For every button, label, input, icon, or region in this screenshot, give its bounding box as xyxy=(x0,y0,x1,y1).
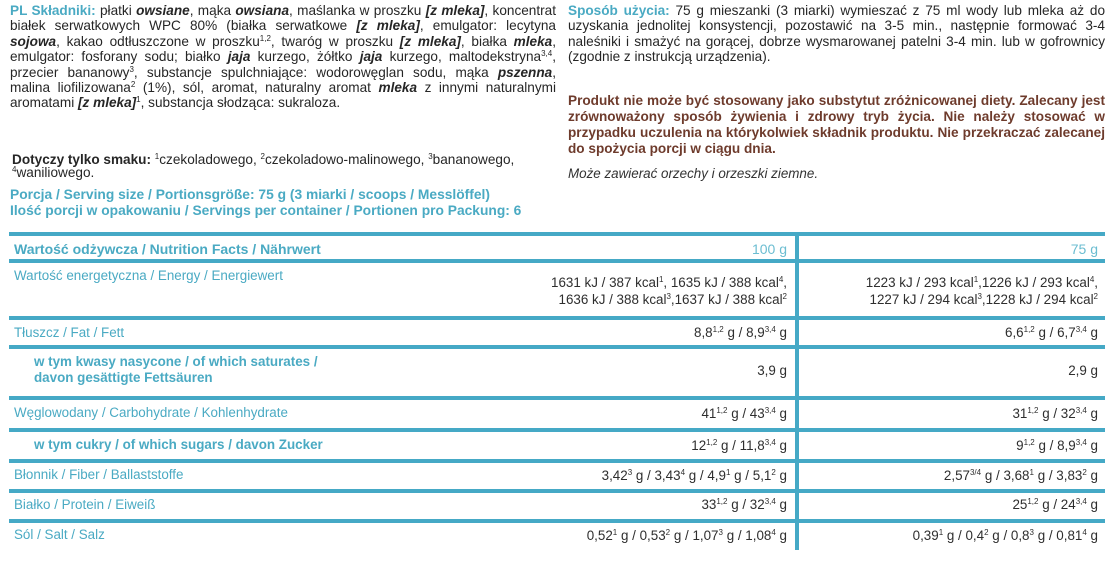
table-rule xyxy=(9,345,1105,349)
row-carbohydrate-100g: 41$^{1,2}$ g / 43$^{3,4}$ g xyxy=(701,406,787,421)
row-sugars-75g: 9$^{1,2}$ g / 8,9$^{3,4}$ g xyxy=(1016,438,1098,453)
flavor-list: $^1$czekoladowego, $^2$czekoladowo-malinowego, $^3$bananowego, $^4$waniliowego. xyxy=(12,152,515,180)
table-header-100g: 100 g xyxy=(751,241,787,257)
row-protein-75g: 25$^{1,2}$ g / 24$^{3,4}$ g xyxy=(1012,497,1098,512)
row-carbohydrate-75g: 31$^{1,2}$ g / 32$^{3,4}$ g xyxy=(1012,406,1098,421)
row-fiber-100g: 3,42$^3$ g / 3,43$^4$ g / $4,9^1$ g / $5,1^2$ g xyxy=(601,468,787,483)
usage-label: Sposób użycia: xyxy=(568,3,670,18)
row-sugars-label: w tym cukry / of which sugars / davon Zucker xyxy=(34,437,323,452)
row-salt-label: Sól / Salt / Salz xyxy=(14,527,105,542)
table-header-label: Wartość odżywcza / Nutrition Facts / Nährwert xyxy=(14,241,321,257)
table-rule xyxy=(9,519,1105,523)
row-sugars-100g: 12$^{1,2}$ g / 11,8$^{3,4}$ g xyxy=(691,438,787,453)
table-rule xyxy=(9,316,1105,320)
row-saturates-label-line1: w tym kwasy nasycone / of which saturates / xyxy=(34,354,318,369)
row-fat-100g: 8,8$^{1,2}$ g / 8,9$^{3,4}$ g xyxy=(694,325,787,340)
row-salt-100g: 0,52$^1$ g / 0,53$^2$ g / 1,07$^3$ g / 1,08$^4$ g xyxy=(586,528,787,543)
table-rule xyxy=(9,396,1105,400)
table-rule-top xyxy=(9,232,1105,236)
row-fat-75g: 6,6$^{1,2}$ g / 6,7$^{3,4}$ g xyxy=(1005,325,1098,340)
row-salt-75g: 0,39$^1$ g / $0,4^2$ g / $0,8^3$ g / 0,81$^4$ g xyxy=(912,528,1098,543)
allergen-note: Może zawierać orzechy i orzeszki ziemne. xyxy=(568,166,819,181)
row-saturates-75g: 2,9 g xyxy=(1068,363,1098,378)
table-rule xyxy=(9,489,1105,493)
table-rule xyxy=(9,459,1105,463)
row-protein-100g: 33$^{1,2}$ g / 32$^{3,4}$ g xyxy=(701,497,787,512)
row-saturates-100g: 3,9 g xyxy=(757,363,787,378)
row-fiber-75g: $2,57^{3/4}$ g / 3,68$^1$ g / 3,83$^2$ g xyxy=(943,468,1098,483)
row-energy-75g: 1223 kJ / 293 kcal$^1$,1226 kJ / 293 kcal$^4$, 1227 kJ / 294 kcal$^3$,1228 kJ / 294 kcal$^2$ xyxy=(865,275,1098,307)
row-energy-label: Wartość energetyczna / Energy / Energiewert xyxy=(14,268,283,283)
row-saturates-label-line2: davon gesättigte Fettsäuren xyxy=(34,370,213,385)
row-protein-label: Białko / Protein / Eiweiß xyxy=(14,497,156,512)
servings-per-container: Ilość porcji w opakowaniu / Servings per container / Portionen pro Packung: 6 xyxy=(10,203,522,218)
usage-text: 75 g mieszanki (3 miarki) wymieszać z 75 ml wody lub mleka aż do uzyskania jednolitej konsystencji, pozostawić na 3-5 min., następnie formować 3-4 naleśniki i smażyć na gorącej, dobrze wysmarowanej patelni 3-4 min. lub w gofrownicy (zgodnie z instrukcją urządzenia). xyxy=(568,3,1106,65)
serving-size: Porcja / Serving size / Portionsgröße: 75 g (3 miarki / scoops / Messlöffel) xyxy=(10,187,490,202)
table-column-divider xyxy=(795,232,799,550)
warning-text: Produkt nie może być stosowany jako substytut zróżnicowanej diety. Zalecany jest zrównoważony sposób żywienia i zdrowy tryb życia. Nie należy stosować w przypadku uczulenia na którykolwiek składnik produktu. Nie przekraczać zalecanej do spożycia porcji w ciągu dnia. xyxy=(568,93,1105,156)
table-rule xyxy=(9,428,1105,432)
row-fiber-label: Błonnik / Fiber / Ballaststoffe xyxy=(14,467,184,482)
row-saturates-label xyxy=(34,354,318,386)
table-header-75g: 75 g xyxy=(1070,241,1098,257)
flavor-note-label: Dotyczy tylko smaku: xyxy=(12,152,152,167)
ingredients-text: płatki owsiane, mąka owsiana, maślanka w proszku [z mleka], koncentrat białek serwatkowych WPC 80% (białka serwatkowe [z mleka], emulgator: lecytyna sojowa, kakao odtłuszczone w proszku$^{1,2}$, twaróg w proszku [z mleka], białka mleka, emulgator: fosforany sodu; białko jaja kurzego, żółtko jaja kurzego, maltodekstryna$^{3,4}$, przecier bananowy$^3$, substancje spulchniające: wodorowęglan sodu, mąka pszenna, malina liofilizowana$^2$ (1%), sól, aromat, naturalny aromat mleka z innymi naturalnymi aromatami [z mleka]$^1$, substancja słodząca: sukraloza. xyxy=(10,3,556,111)
table-rule xyxy=(9,259,1105,263)
row-fat-label: Tłuszcz / Fat / Fett xyxy=(14,325,125,340)
row-energy-100g: 1631 kJ / 387 kcal$^1$, 1635 kJ / 388 kcal$^4$, 1636 kJ / 388 kcal$^3$,1637 kJ / 388 kcal$^2$ xyxy=(551,275,787,307)
ingredients-label: PL Składniki: xyxy=(10,3,96,18)
row-carbohydrate-label: Węglowodany / Carbohydrate / Kohlenhydrate xyxy=(14,405,288,420)
